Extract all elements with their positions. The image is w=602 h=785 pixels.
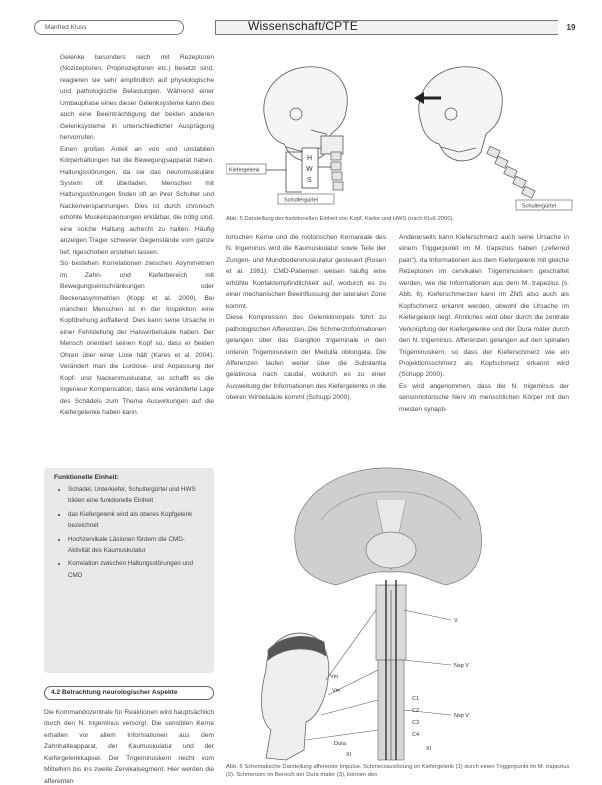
nerve-label: Dura [334, 741, 346, 747]
column-3-text [399, 232, 569, 454]
info-box [44, 468, 214, 673]
paragraph: Einen großen Anteil an von und unstabilen Körperhaltungen hat die Bewegungsapparat haben. Haltungsstörungen, da sie das neuromuskuläre System oft überladen. Menschen mit Haltungsstörungen finden oft an ihrer Schulter und Nackenverspannungen. Dies ist durch chronisch erhöhte Muskelspannungen erklärbar, die nötig sind, eine solche Haltung aufrecht zu halten. Häufig anzeigen Trager schwerer Gegenstände vom ganze tief, rigeschoben erstehen lassen. [60, 145, 214, 256]
section-title: Wissenschaft/CPTE [248, 19, 359, 33]
list-item: • das Kiefergelenk wird als oberes Kopfgelenk bezeichnet [68, 509, 206, 532]
column-1-bottom-text [44, 707, 214, 785]
skull-drawing-left [264, 67, 347, 161]
nerve-label: V [454, 618, 458, 624]
section-heading: 4.2 Betrachtung neurologischer Aspekte [44, 686, 214, 700]
info-box-title: Funktionelle Einheit: [54, 474, 119, 481]
paragraph: Die Kommandozentrale für Reaktionen wird hauptsächlich durch den N. trigeminus versorgt. Die sensiblen Kerne erhalten vor allem Informationen aus dem Zahnhalteapparat, der Kaumuskulatur und der Kiefergelenkkapsel. Der Trigeminuskern reicht vom Mittelhirn bis ins zweite Zervikalsegment. Hier werden die afferenten [44, 709, 214, 785]
segment-label: C3 [412, 720, 420, 726]
list-item: • Hochzervikale Läsionen fördern die CMD-Aktivität des Kaumuskulatur [68, 534, 206, 557]
paragraph: Es wird angenommen, dass der N. trigeminus der sensomotorische Nerv im menschlichen Körper mit den meisten synapti- [399, 382, 569, 413]
nerve-label: Vm [332, 688, 341, 694]
nerve-label: XI [426, 746, 432, 752]
nerve-label: Vm [330, 674, 339, 680]
column-2-text [226, 232, 386, 454]
nerve-label: Nsp V [454, 663, 469, 669]
head-profile-drawing [261, 633, 328, 760]
segment-label: C2 [412, 708, 420, 714]
brain-coronal-section [295, 468, 482, 660]
info-box-list [44, 484, 214, 581]
segment-label: C4 [412, 732, 420, 738]
cervical-spine-right [487, 146, 535, 198]
list-item: • Schädel, Unterkiefer, Schultergürtel und HWS bilden eine funktionelle Einheit [68, 484, 206, 507]
column-1-text [60, 52, 214, 464]
hws-letter: W [306, 166, 313, 173]
segment-label: C1 [412, 696, 420, 702]
figure-5-illustration [226, 52, 576, 212]
figure-6-illustration [226, 460, 576, 762]
paragraph: Andererseits kann Kieferschmerz auch seine Ursache in einem Triggerpunkt im M. trapezius haben („referred pain"), da Informationen aus dem Kiefergelenk mit gleiche Rezeptoren im cervikalen Trigeminuskern geschaltet werden, wie die Informationen aus dem M. trapezius (s. Abb. 6). Kieferschmerzen kann im ZNS also auch als Kopfschmerz erkannt werden, obwohl die Ursache im Kiefergelenk liegt. Ähnliches wird über durch die zentrale Verknüpfung der Kiefergelenke und der Dura mater durch den N. trigeminus. Afferenzen gelangen auf den spinalen Trigeminuskern, so dass der Kieferschmerz wie ein Projektionsschmerz als Kopfschmerz erkannt wird (Schupp 2000). [399, 234, 569, 379]
running-header-author: Manfred Kluss [34, 20, 184, 35]
paragraph: torischen Kerne und die motorischen Kernareale des N. trigeminus wird die Kaumuskulatur sowie Teile der Zungen- und Mundbodenmuskulatur gesteuert (Rosen et al. 1991). CMD-Patienten weisen häufig eine erhöhte Kontaktempfindlichkeit auf, wodurch es zu einer mechanischen Beeinflussung der lateralen Zone kommt. [226, 234, 386, 310]
cervical-spine-left [331, 152, 343, 190]
hws-letter: H [307, 155, 313, 162]
paragraph: Diese Kompression des Gelenkknorpels führt zu pathologischen Afferenzen. Die Schmerzinformationen gelangen über das Ganglion trigeminale in den unteren Trigeminuskern der Medulla oblongata. Die Afferenzen laufen weiter über die Substantia gelatinosa nach caudal, wodurch es zu einer Ausweitung der Informationen des Kiefergelenks in die oberen Wirbelsäule kommt (Schupp 2000). [226, 314, 386, 402]
label-schultergurtel-left: Schultergürtel [284, 197, 318, 204]
nerve-label: XI [346, 752, 352, 758]
label-schultergurtel-right: Schultergürtel [522, 203, 556, 210]
paragraph: Gelenke besonders reich mit Rezeptoren (Nozizeptoren, Propriozeptoren etc.) besetzt sind, reagieren sie sehr empfindlich auf physiologische und pathologische Belastungen. Während einer Umbauphase eines dieser Gelenksysteme kann dies auch eine Beeinträchtigung der beiden anderen Gelenksysteme in unterschiedlicher Ausprägung hervorrufen. [60, 54, 214, 142]
hws-letter: S [307, 177, 312, 184]
paragraph: So bestehen Korrelationen zwischen Asymmetrien im Zahn- und Kieferbereich mit Bewegungseinschränkungen oder Beckenasymmetrien (Kopp et al. 2000). Bei manchen Menschen ist in der Inspektion eine Kopfdrehung auffallend. Dies kann seine Ursache in einer Fehlstellung der Halswirbelsäule haben. Der Mensch orientiert seinen Kopf so, dass er beiden Ohren über einer Linie hält (Kares et al. 2004). Verändert man die Lordose- und Anpassung der Kopf- und Nackenmuskulatur, so schafft es die Ingenieur Kompensation, dass eine veränderte Lage des Schädels zum Thema Auswirkungen auf die Kiefergelenke haben kann. [60, 260, 214, 417]
nerve-label: Nsp V [454, 713, 469, 719]
figure-5-caption: Abb. 5 Darstellung der funktionellen Einheit von Kopf, Kiefer und HWS (nach Kluß 2000). [226, 216, 455, 222]
figure-6-caption: Abb. 6 Schematische Darstellung afferenter Impulse. Schmerzauslösung im Kiefergelenk (1) durch einen Triggerpunkt im M. trapezius (2). Schmerzen im Bereich der Dura mater (3), können den [226, 764, 570, 778]
page-number: 19 [566, 23, 576, 32]
label-kiefergelenk: Kiefergelenk [229, 167, 260, 174]
list-item: • Korrelation zwischen Haltungsstörungen und CMD [68, 558, 206, 581]
